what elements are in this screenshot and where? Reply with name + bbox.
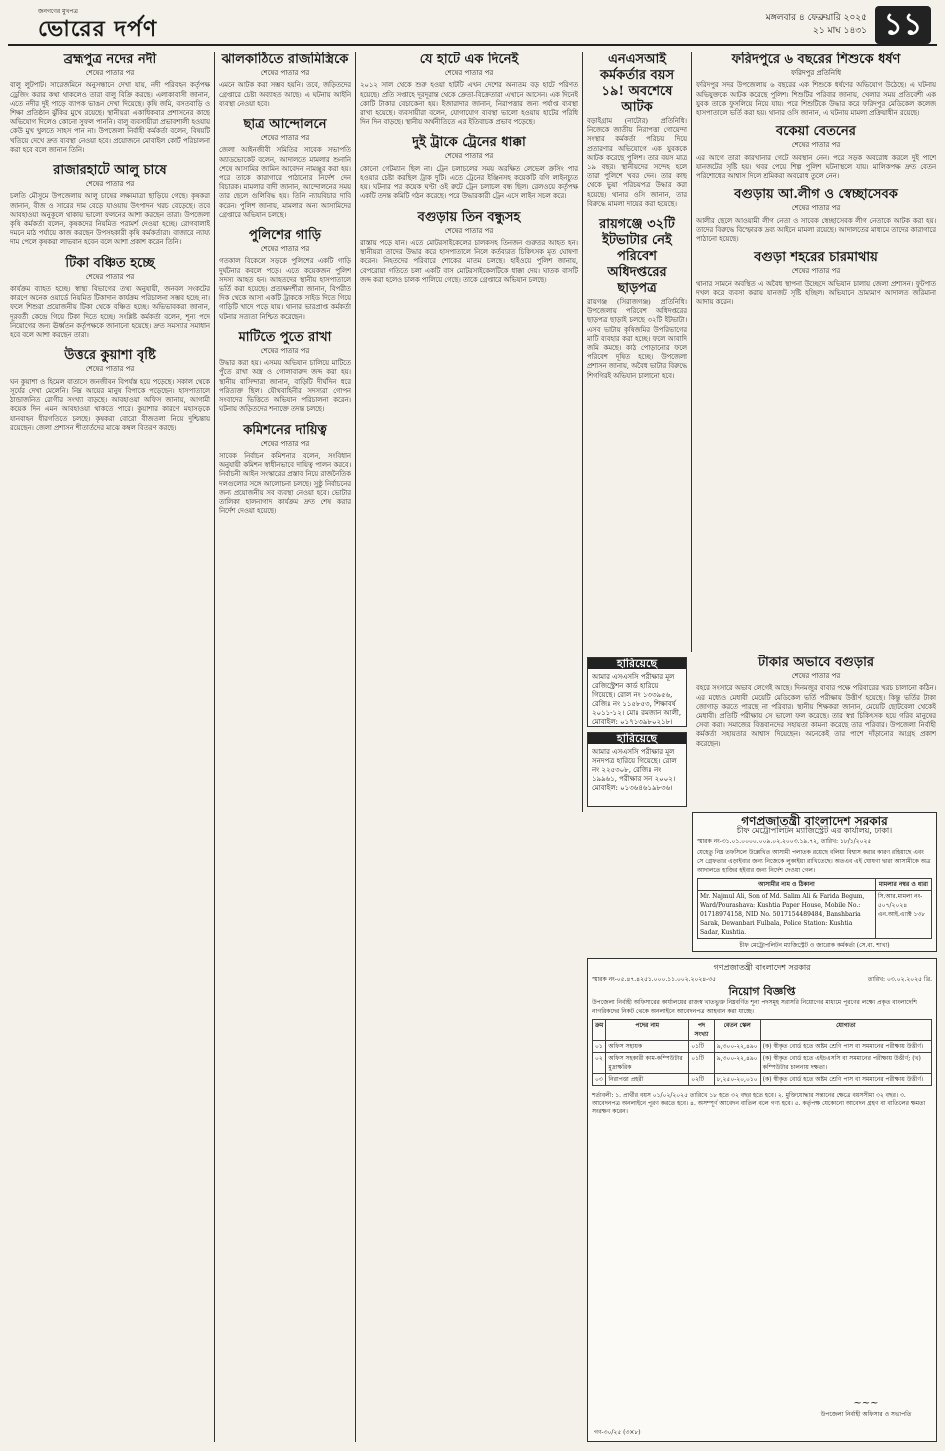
table-row [593,1074,932,1086]
table-cell: নিরাপত্তা প্রহরী [606,1074,689,1086]
notice-refline [592,975,932,984]
accused-details: Mr. Najmul Ali, Son of Md. Salim Ali & Farida Begum, Ward/Pourashava: Kushtia Paper House, Mobile No.: 01718974158, NID No. 5017154489484, Banshbaria Sarak, Dewanbari Fulbala, Police Station: Kushtia Sadar, Kushtia. [698,891,876,939]
article-body: কোনো গেটম্যান ছিল না। ট্রেন চলাচলের সময় অরক্ষিত লেভেল ক্রসিং পার হওয়ার চেষ্টা করছিল ট্রাক দুটি। এতে ট্রেনের ইঞ্জিনসহ কয়েকটি বগি লাইনচ্যুত হয়। ঘটনার পর কয়েক ঘণ্টা ওই রুটে ট্রেন চলাচল বন্ধ ছিল। রেলওয়ে কর্তৃপক্ষ একটি তদন্ত কমিটি গঠন করেছে। পরে উদ্ধারকারী ট্রেন এসে লাইন সচল করে। [360,164,578,201]
article-body: বড়াইগ্রাম (নাটোর) প্রতিনিধি। নিজেকে জাতীয় নিরাপত্তা গোয়েন্দা সংস্থার কর্মকর্তা পরিচয় দিয়ে প্রতারণার অভিযোগে এক যুবককে আটক করেছে পুলিশ। তার বয়স মাত্র ১৯ বছর। স্থানীয়দের সন্দেহ হলে তারা পুলিশে খবর দেন। তার কাছ থেকে ভুয়া পরিচয়পত্র উদ্ধার করা হয়েছে। থানার ওসি জানান, তার বিরুদ্ধে মামলা দায়ের করা হয়েছে। [587,117,687,208]
headline: পুলিশের গাড়ি [248,228,322,244]
article-body: চলতি মৌসুমে উপজেলায় আলু চাষের লক্ষ্যমাত্রা ছাড়িয়ে গেছে। কৃষকরা জানান, বীজ ও সারের দাম বেড়ে যাওয়ায় উৎপাদন খরচ বেড়েছে। তবে আবহাওয়া অনুকূলে থাকায় ভালো ফলনের আশা করছেন তারা। উপজেলা কৃষি কর্মকর্তা বলেন, কৃষকদের নিয়মিত পরামর্শ দেওয়া হচ্ছে। রোগবালাই দমনে মাঠ পর্যায়ে কাজ করছেন উপসহকারী কৃষি কর্মকর্তারা। বাজারে ন্যায্য দাম পেলে কৃষকরা লাভবান হবেন বলে আশা প্রকাশ করেন তিনি। [10,192,210,247]
column-1 [10,52,210,1442]
article-body: ফরিদপুর সদর উপজেলায় ৬ বছরের এক শিশুকে ধর্ষণের অভিযোগ উঠেছে। এ ঘটনায় অভিযুক্তকে আটক করেছে পুলিশ। শিশুটির পরিবার জানায়, খেলার সময় প্রতিবেশী এক যুবক তাকে ফুসলিয়ে নিয়ে যায়। পরে শিশুটিকে উদ্ধার করে ফরিদপুর মেডিকেল কলেজ হাসপাতালে ভর্তি করা হয়। থানার ওসি জানান, এ ঘটনায় মামলা প্রক্রিয়াধীন রয়েছে। [696,81,936,118]
article-rajarhat [10,163,210,248]
headline: বগুড়া শহরের চারমাথায় [754,250,878,266]
headline: মাটিতে পুতে রাখা [238,329,332,345]
article-body: ২০১২ সাল থেকে শুরু হওয়া হাটটি এখন দেশের অন্যতম বড় হাটে পরিণত হয়েছে। প্রতি সপ্তাহে দূরদূরান্ত থেকে ক্রেতা-বিক্রেতারা এখানে আসেন। এক দিনেই কোটি টাকার বেচাকেনা হয়। ইজারাদার জানান, নিরাপত্তার জন্য পর্যাপ্ত ব্যবস্থা রাখা হয়েছে। ব্যবসায়ীরা বলেন, যোগাযোগ ব্যবস্থা ভালো হওয়ায় হাটের পরিধি দিন দিন বাড়ছে। স্থানীয় অর্থনীতিতে এর ইতিবাচক প্রভাব পড়েছে। [360,81,578,127]
column-divider [582,52,583,812]
lost-notice-text: আমার এসএসসি পরীক্ষার মূল রেজিস্ট্রেশন কার্ড হারিয়ে গিয়েছে। রোল নং ১৩৩৯৫৬, রেজিঃ নং ১১৫৮৫৩, শিক্ষাবর্ষ ২০১১-১২। মোঃ রমজান আলী, মোবাইল: ০১৭১৩৯৮০২১৮। [592,673,682,726]
column-divider [691,52,692,652]
article-chhatra [219,117,351,220]
notice-body: যেহেতু নিম্ন তফসিলে উল্লেখিত আসামী পলাতক রয়েছে বলিয়া বিশ্বাস করার কারণ রহিয়াছে এবং সে গ্রেফতার এড়াইবার জন্য নিজেকে লুকাইয়া রাখিতেছে। অতএব এই ঘোষণা দ্বারা আসামীকে অত্র আদালতে হাজির হইবার জন্য নির্দেশ দেওয়া গেল। [697,849,931,874]
column-divider [355,52,356,1442]
lost-notice-title: হারিয়েছে [588,658,686,669]
signature-scribble: ~~~ [853,1398,879,1409]
notice-title: নিয়োগ বিজ্ঞপ্তি [728,985,796,998]
notice-footer: গণ-৩০/২৫ (৩×৮) [594,1429,641,1436]
table-cell: (ক) স্বীকৃত বোর্ড হতে অষ্টম শ্রেণি পাস বা সমমানের পরীক্ষায় উত্তীর্ণ। [760,1041,931,1053]
table-header: বেতন স্কেল [714,1020,760,1041]
headline: ছাত্র আন্দোলনে [243,117,327,133]
headline: টাকার অভাবে বগুড়ার [757,655,875,670]
article-awamileague [696,187,936,244]
table-cell: ০২টি [689,1074,715,1086]
tagline: জনগণের মুখপত্র [38,8,78,15]
subhead: শেষের পাতার পর [260,134,310,143]
table-header: পদ সংখ্যা [689,1020,715,1041]
table-cell: ০১টি [689,1041,715,1053]
date-bangla: ২১ মাঘ ১৪৩১ [813,26,867,36]
govt-court-notice [692,812,937,952]
subhead: শেষের পাতার পর [791,204,841,213]
column-divider [214,52,215,1442]
headline: ঝালকাঠিতে রাজমিস্ত্রিকে [221,52,349,67]
lost-notice-text: আমার এসএসসি পরীক্ষার মূল সনদপত্র হারিয়ে গিয়েছে। রোল নং ২২৫৩০৮, রেজিঃ নং ১৯৯৬১, পরীক্ষার সন ২০০২। মোবাইল: ০১৩৬৪৬১৯৮৩৬। [592,748,677,792]
article-kuasha [10,348,210,433]
subhead: শেষের পাতার পর [791,141,841,150]
table-cell: ০৩ [593,1074,606,1086]
article-choramathay [696,250,936,307]
article-commission [219,423,351,517]
table-cell: ০২ [593,1053,606,1074]
recruitment-notice [587,958,937,1442]
table-header: পদের নাম [606,1020,689,1041]
lost-notice-1 [587,657,687,727]
article-body: বালু লুটপাট। সারেজমিনে অনুসন্ধানে দেখা যায়, নদী পরিবহন কর্তৃপক্ষ ড্রেজিং করার কথা থাকলেও তারা বালু বিক্রি করছে। এলাকাবাসী জানান, এতে নদীর দুই পাড়ে ব্যাপক ভাঙন দেখা দিয়েছে। কৃষি জমি, বসতবাড়ি ও শিক্ষা প্রতিষ্ঠান ঝুঁকির মুখে রয়েছে। স্থানীয়রা একাধিকবার প্রশাসনের কাছে অভিযোগ দিলেও কোনো সুফল পাননি। বালু ব্যবসায়ীরা প্রভাবশালী হওয়ায় কেউ মুখ খুলতে সাহস পান না। উপজেলা নির্বাহী কর্মকর্তা বলেন, বিষয়টি খতিয়ে দেখে দ্রুত ব্যবস্থা নেওয়া হবে। প্রয়োজনে মোবাইল কোর্ট পরিচালনা করা হবে বলে জানান তিনি। [10,81,210,154]
article-body: উদ্ধার করা হয়। এসময় অভিযান চালিয়ে মাটিতে পুঁতে রাখা অস্ত্র ও গোলাবারুদ জব্দ করা হয়। স্থানীয় বাসিন্দারা জানান, বাড়িটি দীর্ঘদিন ধরে পরিত্যক্ত ছিল। যৌথবাহিনীর সদস্যরা গোপন সংবাদের ভিত্তিতে অভিযান পরিচালনা করেন। ঘটনায় জড়িতদের শনাক্তে তদন্ত চলছে। [219,359,351,414]
article-body: জেলা আইনজীবী সমিতির সাবেক সভাপতি অ্যাডভোকেট বলেন, আদালতে মামলার শুনানি শেষে আসামির জামিন আবেদন নামঞ্জুর করা হয়। পরে তাকে কারাগারে পাঠানোর নির্দেশ দেন বিচারক। মামলার বাদী জানান, আন্দোলনের সময় তার ছেলে গুলিবিদ্ধ হয়। তিনি ন্যায়বিচার দাবি করেন। পুলিশ জানায়, মামলার অন্য আসামিদের গ্রেপ্তারে অভিযান চলছে। [219,146,351,219]
headline: রাজারহাটে আলু চাষে [53,163,167,179]
subhead: শেষের পাতার পর [791,267,841,276]
article-body: ঘন কুয়াশা ও হিমেল বাতাসে জনজীবন বিপর্যস্ত হয়ে পড়েছে। সকাল থেকে সূর্যের দেখা মেলেনি। নিম্ন আয়ের মানুষ বিপাকে পড়েছেন। হাসপাতালে ঠান্ডাজনিত রোগীর সংখ্যা বাড়ছে। আবহাওয়া অফিস জানায়, আগামী কয়েক দিন এমন আবহাওয়া থাকতে পারে। কুয়াশার কারণে মহাসড়কে যানবাহন ধীরগতিতে চলছে। কৃষকরা বোরো বীজতলা নিয়ে দুশ্চিন্তায় রয়েছেন। জেলা প্রশাসন শীতার্তদের মাঝে কম্বল বিতরণ করছে। [10,377,210,432]
table-row [593,1041,932,1053]
subhead: শেষের পাতার পর [791,672,841,680]
article-police [219,228,351,322]
article-body: রাস্তায় পড়ে যান। এতে মোটরসাইকেলের চালকসহ তিনজন গুরুতর আহত হন। স্থানীয়রা তাদের উদ্ধার করে হাসপাতালে নিলে কর্তব্যরত চিকিৎসক মৃত ঘোষণা করেন। নিহতদের পরিবারে শোকের মাতম চলছে। হাইওয়ে পুলিশ জানায়, বেপরোয়া গতিতে চলা একটি বাস মোটরসাইকেলটিকে ধাক্কা দেয়। ঘাতক বাসটি জব্দ করা হলেও চালক পালিয়ে গেছে। তাকে গ্রেপ্তারে অভিযান চলছে। [360,239,578,284]
article-faridpur [696,52,936,118]
article-brahmaputra [10,52,210,155]
notice-conditions: শর্তাবলী: ১. প্রার্থীর বয়স ০১/০২/২০২৫ তারিখে ১৮ হতে ৩২ বছর হতে হবে। ২. মুক্তিযোদ্ধার সন্তানের ক্ষেত্রে বয়সসীমা ৩২ বছর। ৩. আবেদনপত্র অনলাইনে পূরণ করতে হবে। ৪. অসম্পূর্ণ আবেদন বাতিল বলে গণ্য হবে। ৫. কর্তৃপক্ষ যেকোনো আবেদন গ্রহণ বা বাতিলের ক্ষমতা সংরক্ষণ করেন। [592,1092,926,1115]
headline: উত্তরে কুয়াশা বৃষ্টি [64,348,156,364]
notice-header: গণপ্রজাতন্ত্রী বাংলাদেশ সরকার [713,963,811,972]
notice-ref: স্মারক নং-৩১.০১.০০০০.০০৯.০২.২০০৩.১৯.৭২, তারিখ: ১৮/১/২০২৫ [697,838,872,845]
article-body: থানার সামনে অবস্থিত এ অবৈধ স্থাপনা উচ্ছেদে অভিযান চালায় জেলা প্রশাসন। ফুটপাত দখল করে ব্যবসা করায় যানজট সৃষ্টি হচ্ছিল। অভিযানে ভ্রাম্যমাণ আদালত জরিমানা আদায় করেন। [696,279,936,307]
table-cell: ৯,৩০০-২২,৪৯০ [714,1053,760,1074]
notice-date: তারিখ: ০৩.০২.২০২৫ খ্রি. [867,976,932,983]
table-cell: অফিস সহায়ক [606,1041,689,1053]
article-taka [696,655,936,805]
newspaper-logo: ভোরের দর্পণ [38,16,158,42]
headline: বকেয়া বেতনের [776,124,856,140]
date-gregorian: মঙ্গলবার ৪ ফেব্রুয়ারি ২০২৫ [765,13,867,23]
article-body: কার্যক্রম ব্যাহত হচ্ছে। স্বাস্থ্য বিভাগের তথ্য অনুযায়ী, জনবল সংকটের কারণে অনেক ওয়ার্ডে নিয়মিত টিকাদান কার্যক্রম পরিচালনা সম্ভব হচ্ছে না। ফলে শিশুরা প্রয়োজনীয় টিকা থেকে বঞ্চিত হচ্ছে। অভিভাবকরা জানান, দূরবর্তী কেন্দ্রে গিয়ে টিকা দিতে হচ্ছে। সংশ্লিষ্ট কর্মকর্তা বলেন, শূন্য পদে নিয়োগের জন্য ঊর্ধ্বতন কর্তৃপক্ষকে জানানো হয়েছে। দ্রুত সমস্যার সমাধান হবে বলে আশা করছেন তারা। [10,285,210,340]
table-header: যোগ্যতা [760,1020,931,1041]
headline: দুই ট্রাকে ট্রেনের ধাক্কা [412,135,526,151]
article-train [360,135,578,201]
subhead: শেষের পাতার পর [85,365,135,374]
notice-signature: চীফ মেট্রোপলিটন ম্যাজিস্ট্রেট ও জারোক কর্মকর্তা (সে.বা. শাখা) [739,942,890,949]
notice-ref: স্মারক নং-০৫.৪৭.৪২৫১.০০০.১১.০০২.২০২৪-৩৫ [592,976,716,983]
headline: রায়গঞ্জে ৩২টি ইটভাটার নেই পরিবেশ অধিদপ্তরের ছাড়পত্র [599,217,675,297]
subhead: শেষের পাতার পর [85,180,135,189]
column-2 [219,52,351,1442]
table-cell: (ক) স্বীকৃত বোর্ড হতে অষ্টম শ্রেণি পাস বা সমমানের পরীক্ষায় উত্তীর্ণ। [760,1074,931,1086]
article-body: সাবেক নির্বাচন কমিশনার বলেন, সংবিধান অনুযায়ী কমিশন স্বাধীনভাবে দায়িত্ব পালন করবে। নির্বাচনী আইন সংস্কারের প্রস্তাব নিয়ে রাজনৈতিক দলগুলোর সঙ্গে আলোচনা চলছে। সুষ্ঠু নির্বাচনের জন্য প্রয়োজনীয় সব ব্যবস্থা নেওয়া হবে। ভোটার তালিকা হালনাগাদ কার্যক্রম দ্রুত শেষ করার নির্দেশ দেওয়া হয়েছে। [219,451,351,516]
headline: ফরিদপুরে ৬ বছরের শিশুকে ধর্ষণ [731,52,901,67]
masthead [8,6,937,46]
table-cell: ৯,৩০০-২২,৪৯০ [714,1041,760,1053]
table-cell: (ক) স্বীকৃত বোর্ড হতে এইচএসসি বা সমমানের পরীক্ষায় উত্তীর্ণ; (খ) কম্পিউটার চালনায় দক্ষতা। [760,1053,931,1074]
table-header: মামলার নম্বর ও ধারা [875,879,931,891]
table-header: আসামীর নাম ও ঠিকানা [698,879,876,891]
article-body: গতকাল বিকেলে সড়কে পুলিশের একটি গাড়ি দুর্ঘটনার কবলে পড়ে। এতে কয়েকজন পুলিশ সদস্য আহত হন। আহতদের স্থানীয় হাসপাতালে ভর্তি করা হয়েছে। প্রত্যক্ষদর্শীরা জানান, বিপরীত দিক থেকে আসা একটি ট্রাককে সাইড দিতে গিয়ে গাড়িটি খাদে পড়ে যায়। থানার ভারপ্রাপ্ত কর্মকর্তা ঘটনার সত্যতা নিশ্চিত করেছেন। [219,257,351,321]
headline: টিকা বঞ্চিত হচ্ছে [65,255,155,271]
headline: বগুড়ায় আ.লীগ ও স্বেচ্ছাসেবক [734,187,898,203]
table-cell: অফিস সহকারী কাম-কম্পিউটার মুদ্রাক্ষরিক [606,1053,689,1074]
article-matite [219,330,351,415]
headline: ব্রহ্মপুত্র নদের নদী [63,52,157,67]
page-number: ১১ [875,6,931,44]
subhead: শেষের পাতার পর [444,69,494,77]
subhead: শেষের পাতার পর [85,69,135,77]
table-header: ক্রম [593,1020,606,1041]
subhead: শেষের পাতার পর [444,152,494,161]
subhead: শেষের পাতার পর [260,346,310,355]
article-tika [10,256,210,341]
subhead: শেষের পাতার পর [260,69,310,77]
article-raiganj [587,217,687,381]
headline: বগুড়ায় তিন বন্ধুসহ [417,209,521,225]
table-row [593,1053,932,1074]
article-body: এর আগে তারা কারখানার গেটে অবস্থান নেন। পরে সড়ক অবরোধ করলে দুই পাশে যানজটের সৃষ্টি হয়। খবর পেয়ে শিল্প পুলিশ ঘটনাস্থলে যায়। মালিকপক্ষ দ্রুত বেতন পরিশোধের আশ্বাস দিলে শ্রমিকরা অবরোধ তুলে নেন। [696,153,936,181]
lost-notice-title: হারিয়েছে [588,733,686,744]
dateline [766,12,867,38]
article-haat [360,52,578,127]
notice-signature [806,1399,926,1419]
subhead: শেষের পাতার পর [85,272,135,281]
article-nsi [587,52,687,209]
article-bogura [360,210,578,285]
table-cell: ০১টি [689,1053,715,1074]
article-body: বহরে সংসারে অভাব লেগেই আছে। দিনমজুর বাবার পক্ষে পরিবারের খরচ চালানো কঠিন। এর মধ্যেও মেধাবী মেয়েটি মেডিকেল ভর্তি পরীক্ষায় উত্তীর্ণ হয়েছে। কিন্তু ভর্তির টাকা জোগাড় করতে পারছে না পরিবার। স্থানীয় শিক্ষকরা জানান, মেয়েটি ছোটবেলা থেকেই মেধাবী। প্রতিটি পরীক্ষায় সে ভালো ফল করেছে। তার স্বপ্ন চিকিৎসক হয়ে গরিব মানুষের সেবা করা। সমাজের বিত্তবানদের সহায়তা কামনা করেছে তার পরিবার। উপজেলা নির্বাহী কর্মকর্তা সহায়তার আশ্বাস দিয়েছেন। অনেকেই তার পাশে দাঁড়ানোর আগ্রহ প্রকাশ করেছেন। [696,684,936,748]
headline: যে হাটে এক দিনেই [419,52,519,67]
accused-table [697,878,932,939]
article-bokeya [696,124,936,181]
table-cell: ০১ [593,1041,606,1053]
lost-notice-2 [587,732,687,807]
case-details: সি.আর.মামলা নং- ৫০৭/২০২৪ এন.আই.এ্যাক্ট ১৩৮ [875,891,931,939]
column-3 [360,52,578,1442]
subhead: ফরিদপুর প্রতিনিধি [790,69,842,77]
signature-title: উপজেলা নির্বাহী অফিসার ও সভাপতি [820,1411,912,1418]
article-body: এমনে আটক করা সম্ভব হয়নি। তবে, জড়িতদের গ্রেপ্তারে চেষ্টা অব্যাহত আছে। এ ঘটনায় আইনি ব্যবস্থা নেওয়া হবে। [219,81,351,108]
article-body: রায়গঞ্জ (সিরাজগঞ্জ) প্রতিনিধি। উপজেলায় পরিবেশ অধিদপ্তরের ছাড়পত্র ছাড়াই চলছে ৩২টি ইটভাটা। এসব ভাটায় কৃষিজমির উপরিভাগের মাটি ব্যবহার করা হচ্ছে। ফলে আবাদি জমি কমছে। কাঠ পোড়ানোর ফলে পরিবেশ দূষিত হচ্ছে। উপজেলা প্রশাসন জানায়, অবৈধ ভাটার বিরুদ্ধে শিগগিরই অভিযান চালানো হবে। [587,298,687,380]
notice-title: গণপ্রজাতন্ত্রী বাংলাদেশ সরকার [741,814,888,828]
subhead: শেষের পাতার পর [444,226,494,235]
recruitment-table [592,1019,932,1086]
column-5 [696,52,936,652]
article-jhalokathi [219,52,351,109]
article-body: আলীর ছেলে আওয়ামী লীগ নেতা ও সাবেক স্বেচ্ছাসেবক লীগ নেতাকে আটক করা হয়। তাদের বিরুদ্ধে বিস্ফোরক দ্রব্য আইনে মামলা রয়েছে। আদালতের মাধ্যমে তাদের কারাগারে পাঠানো হয়েছে। [696,216,936,244]
table-cell: ৮,২৫০-২০,০১০ [714,1074,760,1086]
notice-subtitle: চীফ মেট্রোপলিটন ম্যাজিস্ট্রেট এর কার্যালয়, ঢাকা। [736,826,893,835]
notice-intro: উপজেলা নির্বাহী অফিসারের কার্যালয়ের রাজস্ব খাতভুক্ত নিম্নবর্ণিত শূন্য পদসমূহ সরাসরি নিয়োগের মাধ্যমে পূরণের লক্ষ্যে প্রকৃত বাংলাদেশি নাগরিকদের নিকট থেকে অনলাইনে আবেদনপত্র আহবান করা যাচ্ছে। [592,999,917,1015]
headline: কমিশনের দায়িত্ব [243,422,327,438]
subhead: শেষের পাতার পর [260,245,310,254]
column-4 [587,52,687,652]
headline: এনএসআই কর্মকর্তার বয়স ১৯! অবশেষে আটক [599,52,675,115]
subhead: শেষের পাতার পর [260,439,310,448]
